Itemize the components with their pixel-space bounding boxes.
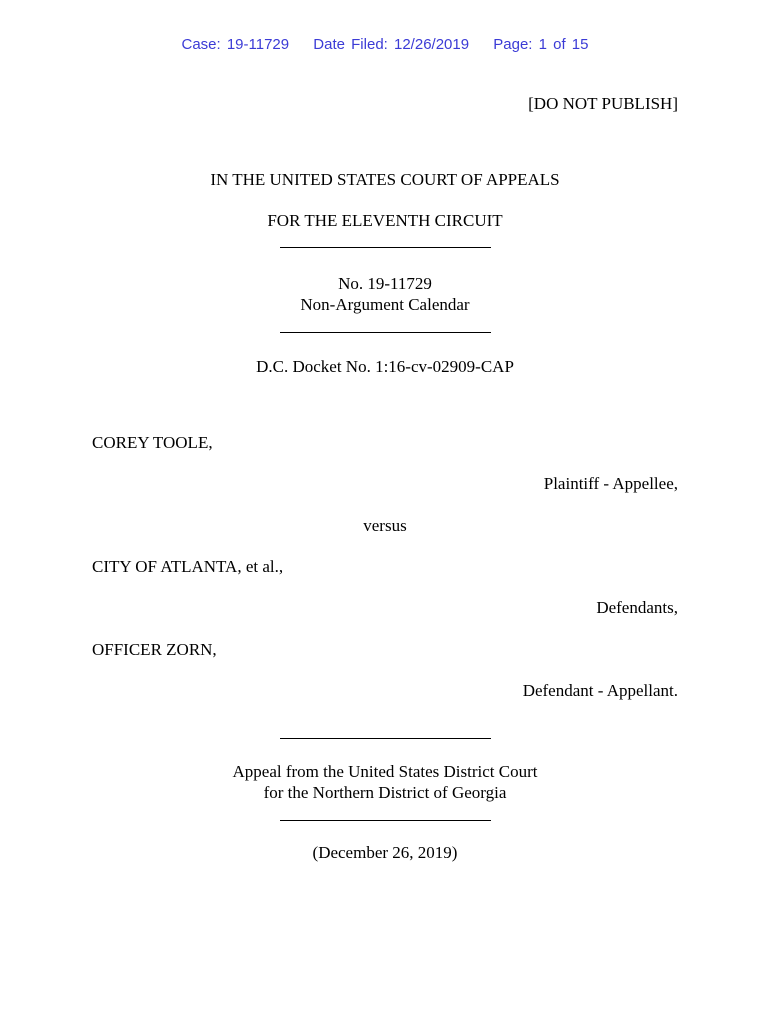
- publish-status: [DO NOT PUBLISH]: [528, 94, 678, 113]
- decision-date: (December 26, 2019): [312, 843, 458, 862]
- page-number-header: Page: 1 of 15: [493, 36, 589, 53]
- defendant-role: Defendants,: [596, 598, 678, 617]
- court-name: IN THE UNITED STATES COURT OF APPEALS: [210, 170, 560, 189]
- calendar-type: Non-Argument Calendar: [300, 295, 470, 314]
- appeal-district: for the Northern District of Georgia: [263, 783, 507, 802]
- page-header: [0, 36, 770, 53]
- versus-text: versus: [363, 516, 407, 535]
- defendant-name: CITY OF ATLANTA, et al.,: [92, 557, 284, 576]
- appeal-origin: Appeal from the United States District Court: [232, 762, 538, 781]
- divider: [280, 738, 491, 739]
- docket-number: D.C. Docket No. 1:16-cv-02909-CAP: [256, 357, 514, 376]
- plaintiff-name: COREY TOOLE,: [92, 433, 213, 452]
- divider: [280, 332, 491, 333]
- appellant-role: Defendant - Appellant.: [522, 681, 678, 700]
- circuit-name: FOR THE ELEVENTH CIRCUIT: [267, 211, 503, 230]
- divider: [280, 247, 491, 248]
- date-filed-header: Date Filed: 12/26/2019: [313, 36, 470, 53]
- plaintiff-role: Plaintiff - Appellee,: [543, 474, 678, 493]
- divider: [280, 820, 491, 821]
- case-number: No. 19-11729: [338, 274, 432, 293]
- case-number-header: Case: 19-11729: [181, 36, 290, 53]
- appellant-name: OFFICER ZORN,: [92, 640, 217, 659]
